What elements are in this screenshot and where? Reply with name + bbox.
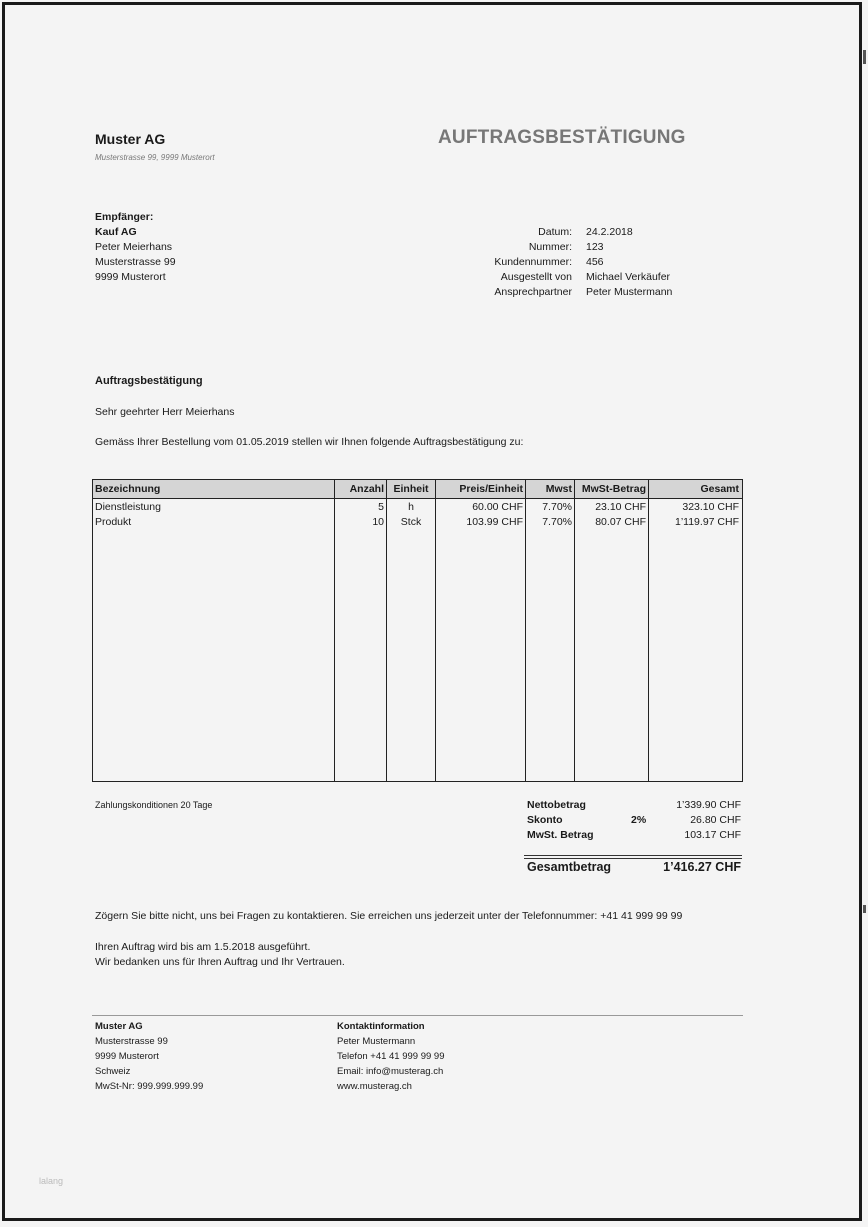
footer-line: Schweiz bbox=[95, 1066, 131, 1077]
meta-row-customer-number bbox=[430, 255, 672, 270]
vat-row bbox=[527, 828, 741, 843]
column-divider bbox=[525, 480, 526, 781]
table-cell: 7.70% bbox=[542, 501, 572, 513]
recipient-person: Peter Meierhans bbox=[95, 241, 173, 253]
column-divider bbox=[574, 480, 575, 781]
footer-rule bbox=[92, 1015, 743, 1016]
totals-rule bbox=[524, 855, 742, 856]
grand-total-row bbox=[527, 860, 741, 876]
table-cell: Dienstleistung bbox=[95, 501, 161, 513]
discount-row bbox=[527, 813, 741, 828]
meta-row-number bbox=[430, 240, 672, 255]
grand-total-value: 1’416.27 CHF bbox=[663, 860, 741, 874]
meta-label: Datum: bbox=[538, 226, 572, 238]
header-bezeichnung: Bezeichnung bbox=[95, 483, 161, 495]
net-amount-value: 1’339.90 CHF bbox=[676, 799, 741, 811]
table-cell: 60.00 CHF bbox=[472, 501, 523, 513]
grand-total-label: Gesamtbetrag bbox=[527, 860, 612, 874]
column-divider bbox=[334, 480, 335, 781]
column-divider bbox=[648, 480, 649, 781]
footer-line: Email: info@musterag.ch bbox=[337, 1066, 444, 1077]
meta-value: 123 bbox=[586, 241, 604, 253]
header-mwst: Mwst bbox=[545, 483, 572, 495]
table-cell: 80.07 CHF bbox=[595, 516, 646, 528]
company-name: Muster AG bbox=[95, 131, 166, 147]
table-cell: 7.70% bbox=[542, 516, 572, 528]
header-mwst-betrag: MwSt-Betrag bbox=[581, 483, 646, 495]
footer-line: www.musterag.ch bbox=[337, 1081, 412, 1092]
table-cell: h bbox=[408, 501, 414, 513]
edge-mark bbox=[863, 905, 866, 913]
meta-label: Kundennummer: bbox=[494, 256, 572, 268]
table-cell: Stck bbox=[400, 516, 422, 528]
table-cell: 10 bbox=[372, 516, 384, 528]
discount-value: 26.80 CHF bbox=[690, 814, 741, 826]
footer-company bbox=[95, 1019, 203, 1094]
vat-value: 103.17 CHF bbox=[684, 829, 741, 841]
watermark: lalang bbox=[39, 1176, 64, 1186]
footer-line: 9999 Musterort bbox=[95, 1051, 159, 1062]
totals-block bbox=[527, 798, 741, 843]
meta-value: Michael Verkäufer bbox=[586, 271, 671, 283]
closing-notes bbox=[95, 940, 345, 970]
execution-note: Ihren Auftrag wird bis am 1.5.2018 ausgeführt. bbox=[95, 941, 311, 953]
footer-contact-title: Kontaktinformation bbox=[337, 1021, 425, 1032]
meta-value: Peter Mustermann bbox=[586, 286, 673, 298]
table-cell: 103.99 CHF bbox=[466, 516, 523, 528]
payment-terms: Zahlungskonditionen 20 Tage bbox=[95, 800, 213, 810]
meta-row-contact-person bbox=[430, 285, 672, 300]
footer-line: Peter Mustermann bbox=[337, 1036, 416, 1047]
meta-label: Nummer: bbox=[528, 241, 572, 253]
table-cell: 1’119.97 CHF bbox=[674, 516, 739, 528]
meta-row-issued-by bbox=[430, 270, 672, 285]
salutation: Sehr geehrter Herr Meierhans bbox=[95, 406, 235, 418]
footer-company-title: Muster AG bbox=[95, 1021, 143, 1032]
recipient-street: Musterstrasse 99 bbox=[95, 256, 176, 268]
meta-value: 456 bbox=[586, 256, 604, 268]
header-einheit: Einheit bbox=[393, 483, 429, 495]
header-gesamt: Gesamt bbox=[700, 483, 739, 495]
net-amount-label: Nettobetrag bbox=[527, 799, 586, 811]
subject-heading: Auftragsbestätigung bbox=[95, 375, 203, 387]
table-cell: 5 bbox=[378, 501, 384, 513]
discount-label: Skonto bbox=[527, 814, 563, 826]
meta-value: 24.2.2018 bbox=[586, 226, 633, 238]
header-anzahl: Anzahl bbox=[349, 483, 384, 495]
recipient-block bbox=[95, 210, 176, 285]
thanks-note: Wir bedanken uns für Ihren Auftrag und Ihr Vertrauen. bbox=[95, 956, 345, 968]
footer-line: Musterstrasse 99 bbox=[95, 1036, 168, 1047]
vat-label: MwSt. Betrag bbox=[527, 829, 594, 841]
net-amount-row bbox=[527, 798, 741, 813]
column-divider bbox=[435, 480, 436, 781]
recipient-company: Kauf AG bbox=[95, 226, 137, 238]
discount-percent: 2% bbox=[631, 814, 647, 826]
meta-row-date bbox=[430, 225, 672, 240]
footer-line: MwSt-Nr: 999.999.999.99 bbox=[95, 1081, 204, 1092]
edge-mark bbox=[863, 50, 866, 64]
totals-rule bbox=[524, 858, 742, 859]
table-cell: 323.10 CHF bbox=[682, 501, 739, 513]
contact-note: Zögern Sie bitte nicht, uns bei Fragen zu kontaktieren. Sie erreichen uns jederzeit unter der Telefonnummer: +41 41 999 99 99 bbox=[95, 910, 683, 922]
items-table bbox=[92, 479, 743, 782]
meta-label: Ausgestellt von bbox=[500, 271, 572, 283]
footer-line: Telefon +41 41 999 99 99 bbox=[337, 1051, 445, 1062]
footer-contact bbox=[337, 1019, 445, 1094]
meta-label: Ansprechpartner bbox=[494, 286, 572, 298]
intro-text: Gemäss Ihrer Bestellung vom 01.05.2019 stellen wir Ihnen folgende Auftragsbestätigung zu: bbox=[95, 436, 524, 448]
recipient-label: Empfänger: bbox=[95, 211, 154, 223]
recipient-city: 9999 Musterort bbox=[95, 271, 166, 283]
table-cell: Produkt bbox=[95, 516, 132, 528]
document-meta bbox=[430, 225, 672, 300]
company-address: Musterstrasse 99, 9999 Musterort bbox=[95, 153, 215, 162]
document-title: AUFTRAGSBESTÄTIGUNG bbox=[438, 127, 686, 148]
table-cell: 23.10 CHF bbox=[595, 501, 646, 513]
header-preis: Preis/Einheit bbox=[459, 483, 523, 495]
